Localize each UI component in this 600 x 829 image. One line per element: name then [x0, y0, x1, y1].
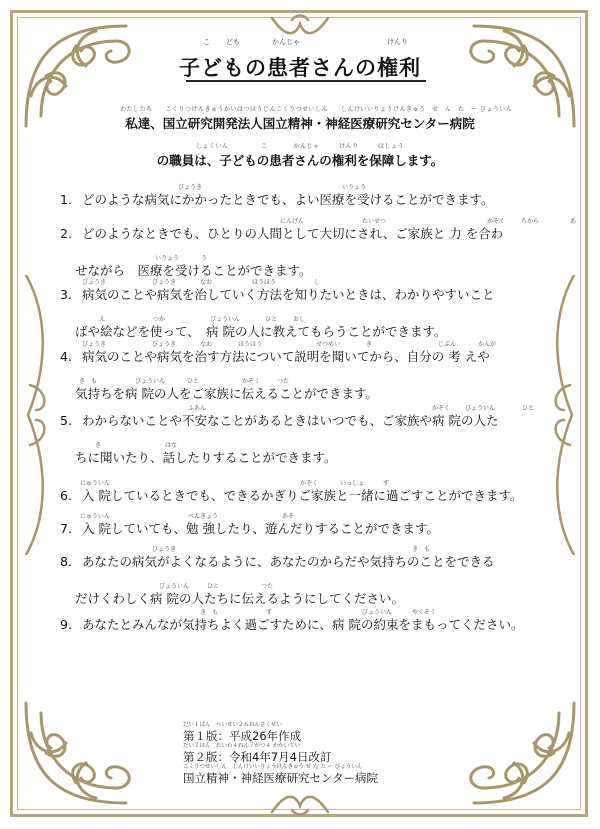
ruby-text: き も [412, 546, 431, 553]
item-number: 5. [60, 413, 72, 428]
ruby-text: ひと [522, 405, 535, 412]
ruby-text: う [201, 255, 208, 262]
item-number: 4. [60, 349, 72, 364]
ruby-text: かぞく [432, 405, 451, 412]
ruby-text: せつめい [316, 341, 341, 348]
ruby-text: びょうき [152, 279, 177, 286]
ruby-text: びょういん [159, 583, 190, 590]
ruby-text: いりょう [155, 255, 180, 262]
ruby-text: かんが [478, 341, 497, 348]
item-text: 入 院しているときでも、できるかぎりご家族と一緒に過ごすことができます。 [82, 488, 523, 503]
corner-ornament-bottom-right [464, 693, 584, 813]
item-text: 入 院していても、勉 強したり、遊んだりすることができます。 [82, 521, 439, 536]
rights-item [60, 552, 495, 570]
footer-line2-ruby: だい２はん れいわ４ねん７がつ４ かかいてい [183, 743, 301, 749]
item-text: 病気のことや病気を治していく方法を知りたいときは、わかりやすいこと [82, 287, 495, 302]
ruby-text: びょういん [362, 609, 393, 616]
footer-line1-ruby: だい１ばん へいせい２６ねんさくせい [183, 722, 283, 728]
ruby-text: びょうき [152, 341, 177, 348]
intro-line1-ruby: わたしたち こくりつけんきゅうかいはつほうじんこくりつせいしん しんけいいりょうけんきゅう せ ん た ー びょういん [120, 106, 513, 113]
ruby-text: いりょう [342, 184, 367, 191]
item-number: 8. [60, 554, 72, 569]
ruby-text: はな [165, 442, 178, 449]
ruby-text: ひと [265, 316, 278, 323]
item-text-continued: 気持ちを病 院の人をご家族に伝えることができます。 [75, 386, 378, 401]
title-ruby: ども [226, 38, 240, 46]
item-text: あなたの病気がよくなるように、あなたのからだや気持ちのことをできる [82, 554, 495, 569]
ruby-text: びょういん [135, 378, 166, 385]
item-number: 2. [60, 226, 72, 241]
item-text-continued: ちに聞いたり、話したりすることができます。 [75, 450, 337, 465]
item-text-continued: ばや絵などを使って、 病 院の人に教えてもらうことができます。 [75, 324, 447, 339]
ruby-text: ひと [187, 378, 200, 385]
ruby-text: びょうき [178, 184, 203, 191]
ruby-text: びょうき [82, 341, 107, 348]
bottom-center-ornament [270, 788, 330, 818]
title-ruby: かんじゃ [272, 38, 300, 46]
ruby-text: し [314, 279, 321, 286]
intro-line-1: 私達、国立研究開発法人国立精神・神経医療研究センター病院 [125, 116, 475, 131]
ruby-text: つた [277, 378, 290, 385]
title-ruby: こ [203, 38, 210, 46]
item-text: わからないことや不安なことがあるときはいつでも、ご家族や病 院の人た [82, 413, 499, 428]
ruby-text: き [366, 341, 373, 348]
ruby-text: あ [570, 218, 577, 225]
ruby-text: つた [261, 583, 274, 590]
ruby-text: なお [200, 279, 213, 286]
ruby-text: かぞく [242, 378, 261, 385]
item-text: あなたとみんなが気持ちよく過ごすために、病 院の約束をまもってください。 [82, 617, 524, 632]
ruby-text: き [95, 442, 102, 449]
item-text: どのような病気にかかったときでも、よい医療を受けることができます。 [82, 192, 494, 207]
ruby-text: おし [293, 316, 306, 323]
ruby-text: ほうほう [252, 279, 277, 286]
ruby-text: かぞく [487, 218, 506, 225]
rights-item [60, 190, 494, 208]
ruby-text: びょういん [210, 316, 241, 323]
item-number: 6. [60, 488, 72, 503]
corner-ornament-bottom-left [16, 693, 136, 813]
intro-line2-ruby: しょくいん こ かんじゃ けんり ほしょう [196, 143, 405, 150]
ruby-text: す [266, 609, 273, 616]
item-number: 7. [60, 521, 72, 536]
intro-line-2: の職員は、子どもの患者さんの権利を保障します。 [156, 153, 444, 168]
side-ornament-right [542, 275, 582, 555]
ruby-text: やくそく [412, 609, 437, 616]
ruby-text: にゅういん [80, 513, 110, 520]
ruby-text: じぶん [438, 341, 457, 348]
rights-item [60, 224, 503, 242]
ruby-text: びょういん [465, 405, 496, 412]
item-number: 9. [60, 617, 72, 632]
footer-edition-2: 第２版：令和4年7月4日改訂 [183, 750, 332, 764]
title-ruby: けんり [387, 38, 408, 46]
ruby-text: ちから [521, 218, 540, 225]
rights-item [60, 411, 498, 429]
rights-item [60, 486, 522, 504]
ruby-text: ほうほう [238, 341, 263, 348]
ruby-text: なお [200, 341, 213, 348]
side-ornament-left [18, 275, 58, 555]
ruby-text: つか [153, 316, 166, 323]
item-text: 病気のことや病気を治す方法について説明を聞いてから、自分の 考 えや [82, 349, 490, 364]
ruby-text: え [99, 316, 106, 323]
item-text-continued: せながら 医療を受けることができます。 [75, 263, 312, 278]
ruby-text: ひと [207, 583, 220, 590]
footer-edition-1: 第１版：平成26年作成 [183, 729, 302, 743]
ruby-text: にんげん [280, 218, 305, 225]
ruby-text: にゅういん [80, 480, 110, 487]
rights-item [60, 347, 490, 365]
ruby-text: あそ [282, 513, 295, 520]
ruby-text: びょうき [152, 546, 177, 553]
page-title: 子どもの患者さんの権利 [179, 56, 421, 80]
title-underline [186, 80, 426, 82]
rights-item [60, 285, 495, 303]
footer-organization: 国立精神・神経医療研究センター病院 [183, 771, 379, 785]
ruby-text: たいせつ [362, 218, 387, 225]
ruby-text: べんきょう [188, 513, 219, 520]
footer-line3-ruby: こくりつせいしん しんけいいりょうけんきゅう せ ん た ー びょういん [183, 764, 363, 770]
ruby-text: いっしょ [340, 480, 365, 487]
item-text-continued: だけくわしく病 院の人たちに伝えるようにしてください。 [75, 591, 404, 606]
item-number: 3. [60, 287, 72, 302]
ruby-text: き も [200, 609, 219, 616]
rights-item [60, 519, 439, 537]
ruby-text: す [383, 480, 390, 487]
ruby-text: ふあん [188, 405, 207, 412]
item-text: どのようなときでも、ひとりの人間として大切にされ、ご家族と 力 を合わ [82, 226, 504, 241]
ruby-text: き も [79, 378, 98, 385]
ruby-text: びょうき [82, 279, 107, 286]
ruby-text: かぞく [300, 480, 319, 487]
item-number: 1. [60, 192, 72, 207]
rights-item [60, 615, 523, 633]
